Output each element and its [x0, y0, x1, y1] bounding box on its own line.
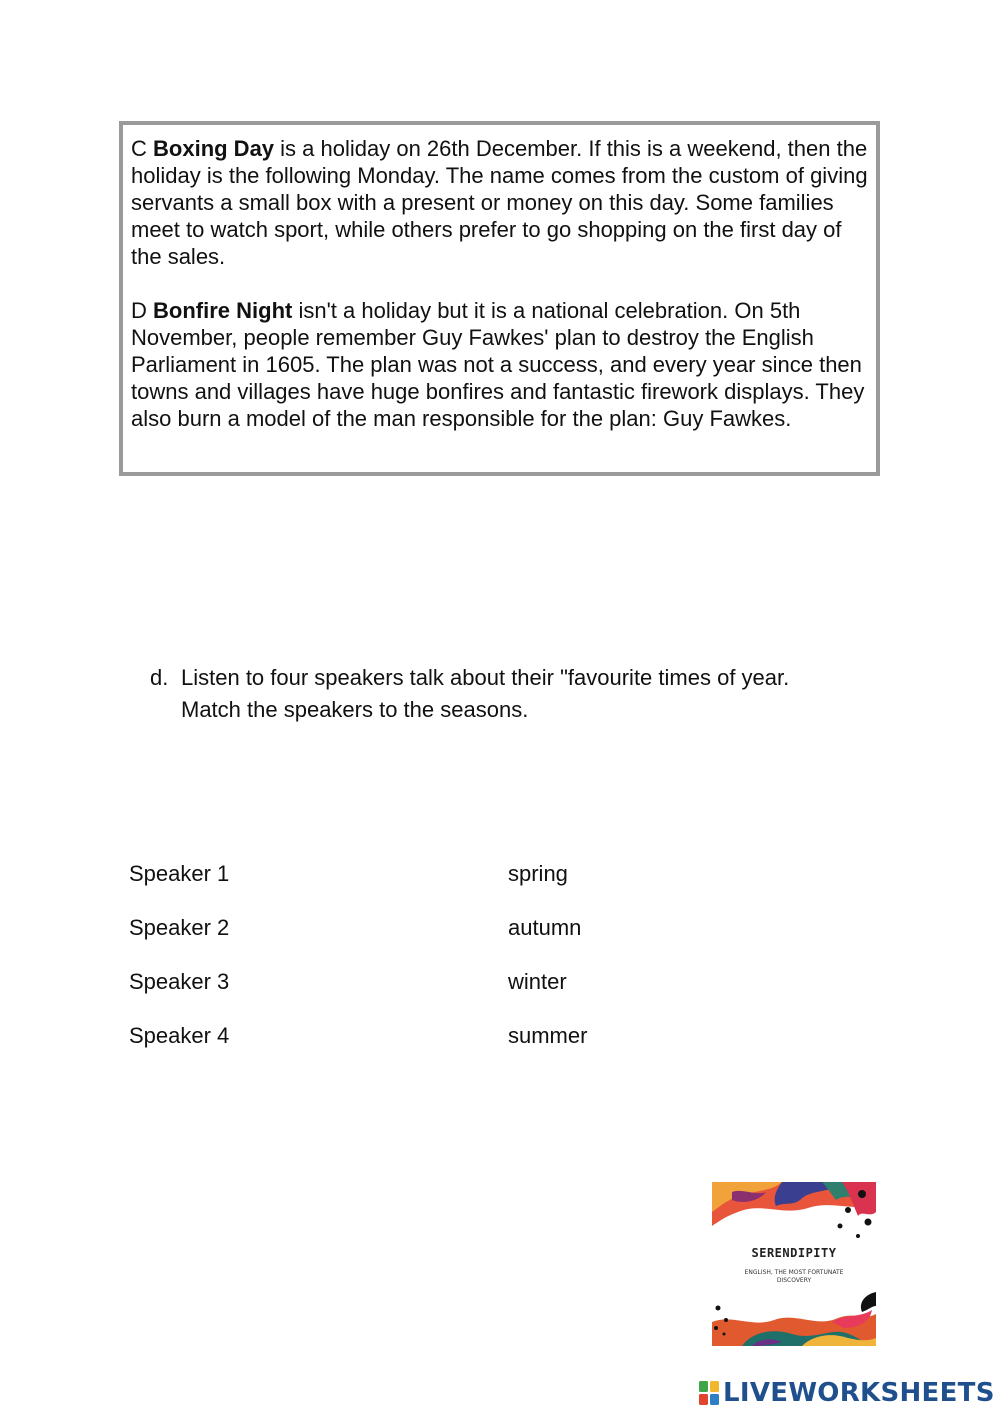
- speaker-2-label[interactable]: Speaker 2: [129, 915, 230, 940]
- task-line-1: Listen to four speakers talk about their "favourite times of year.: [181, 665, 790, 690]
- match-row: [129, 1020, 689, 1074]
- season-option-winter[interactable]: winter: [508, 969, 567, 994]
- brand-name: LIVEWORKSHEETS: [723, 1378, 995, 1408]
- logo-subtitle: ENGLISH, THE MOST FORTUNATE DISCOVERY: [744, 1269, 844, 1284]
- paragraph-c-text: is a holiday on 26th December. If this is a weekend, then the holiday is the following Monday. The name comes from the custom of giving servants a small box with a present or money on this day. Some families meet to watch sport, while others prefer to go shopping on the first day of the sales.: [131, 136, 868, 269]
- season-option-spring[interactable]: spring: [508, 861, 568, 886]
- reading-passage-box: [119, 121, 880, 476]
- paragraph-d-letter: D: [131, 298, 147, 323]
- liveworksheets-icon: [698, 1380, 720, 1406]
- task-letter: d.: [150, 665, 169, 690]
- match-row: [129, 858, 689, 912]
- matching-exercise: [129, 858, 689, 1074]
- match-row: [129, 966, 689, 1020]
- speaker-1-label[interactable]: Speaker 1: [129, 861, 230, 886]
- paint-splash-background: [712, 1182, 876, 1346]
- match-row: [129, 912, 689, 966]
- paragraph-c-letter: C: [131, 136, 147, 161]
- season-option-summer[interactable]: summer: [508, 1023, 588, 1048]
- task-line-2: Match the speakers to the seasons.: [181, 697, 529, 722]
- paragraph-d-text: isn't a holiday but it is a national celebration. On 5th November, people remember Guy Fawkes' plan to destroy the English Parliament in 1605. The plan was not a success, and every year since then towns and villages have huge bonfires and fantastic firework displays. They also burn a model of the man responsible for the plan: Guy Fawkes.: [131, 298, 865, 431]
- logo-title: SERENDIPITY: [751, 1246, 837, 1260]
- speaker-3-label[interactable]: Speaker 3: [129, 969, 230, 994]
- serendipity-logo: [712, 1182, 876, 1346]
- season-option-autumn[interactable]: autumn: [508, 915, 582, 940]
- task-text: [181, 662, 870, 726]
- task-instruction: [150, 662, 870, 726]
- paragraph-d-heading: Bonfire Night: [153, 298, 293, 323]
- speaker-4-label[interactable]: Speaker 4: [129, 1023, 230, 1048]
- paragraph-c: [131, 135, 871, 270]
- liveworksheets-brand[interactable]: [698, 1378, 995, 1408]
- paragraph-c-heading: Boxing Day: [153, 136, 275, 161]
- paragraph-d: [131, 297, 871, 432]
